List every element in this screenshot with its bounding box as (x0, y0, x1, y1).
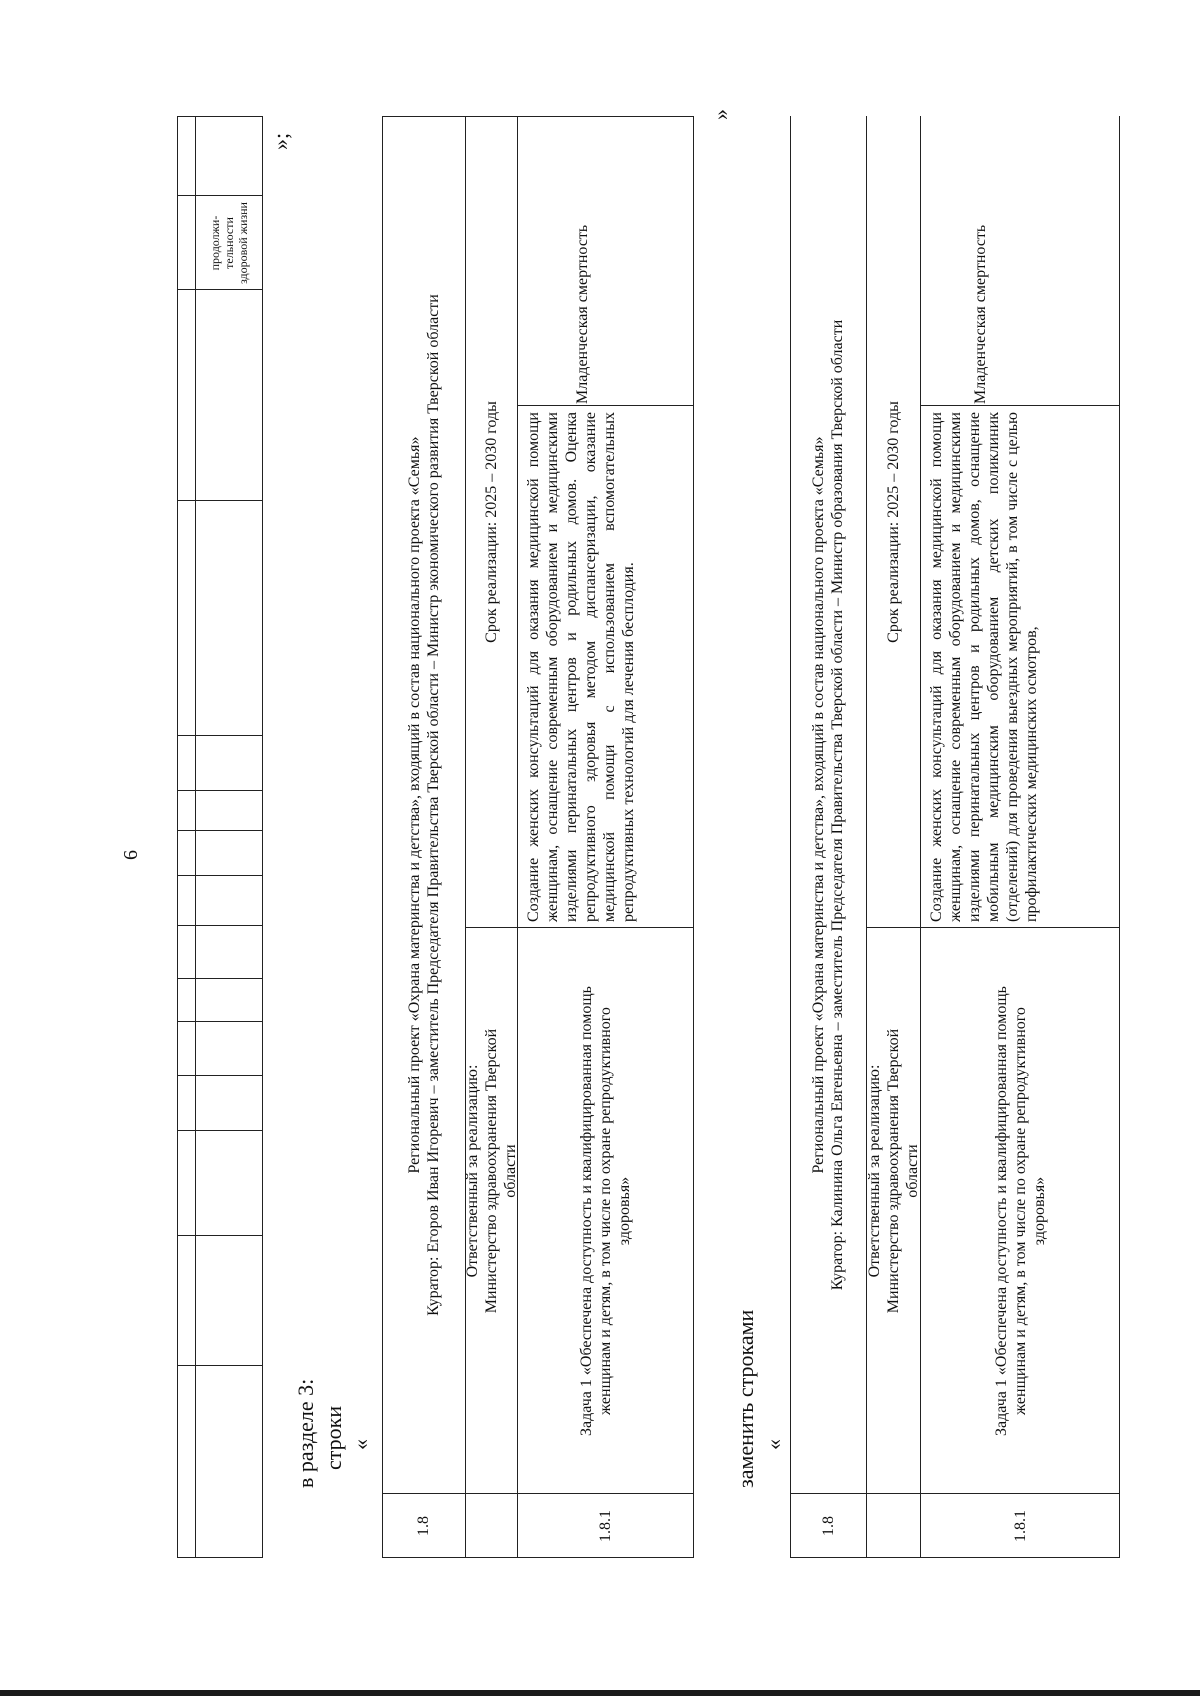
block2-description: Создание женских консультаций для оказания медицинской помощи женщинам, оснащение современным оборудованием и медицинскими изделиями перинатальных центров и родильных домов, оснащение мобильным медицинским оборудованием детских поликлиник (отделений) для проведения выездных мероприятий, в том числе с целью профилактических медицинских осмотров, (928, 412, 1040, 922)
closing-quote-semicolon: »; (268, 132, 293, 150)
section-title: в разделе 3: (293, 1378, 318, 1488)
block2-curator: Куратор: Калинина Ольга Евгеньевна – заместитель Председателя Правительства Тверской области – Министр образования Тверской области (829, 319, 846, 1291)
block1-description: Создание женских консультаций для оказания медицинской помощи женщинам, оснащение современным оборудованием и медицинскими изделиями перинатальных центров и родильных домов. Оценка репродуктивного здоровья методом диспансеризации, оказание медицинской помощи с использованием вспомогательных репродуктивных технологий для лечения бесплодия. (525, 412, 637, 922)
top-table-col-header: продолжи-тельности здоровой жизни (208, 202, 250, 284)
block2-project-title: Региональный проект «Охрана материнства и детства», входящий в состав национального проекта «Семья» (810, 436, 827, 1174)
block2-responsible: Ответственный за реализацию: Министерство здравоохранения Тверской области (865, 1028, 921, 1314)
block2-indicator: Младенческая смертность (971, 224, 989, 404)
replace-title: заменить строками (733, 1309, 758, 1488)
closing-quote-mid: » (708, 109, 733, 120)
block1-num: 1.8 (415, 1516, 432, 1536)
block1-task: Задача 1 «Обеспечена доступность и квалифицированная помощь женщинам и детям, в том числе по охране репродуктивного здоровья» (578, 986, 633, 1436)
scan-edge (0, 1690, 1200, 1696)
block1-indicator: Младенческая смертность (573, 224, 591, 404)
opening-quote-1: « (348, 1439, 373, 1450)
block2-task: Задача 1 «Обеспечена доступность и квалифицированная помощь женщинам и детям, в том числе по охране репродуктивного здоровья» (992, 986, 1048, 1436)
block2-sub-num: 1.8.1 (1011, 1510, 1029, 1542)
page-number: 6 (120, 850, 142, 860)
block1-project (382, 116, 465, 1494)
block1-term: Срок реализации: 2025 – 2030 годы (482, 401, 500, 643)
section-subtitle: строки (321, 1405, 346, 1470)
block1-responsible: Ответственный за реализацию: Министерство здравоохранения Тверской области (463, 1028, 519, 1314)
block2-term: Срок реализации: 2025 – 2030 годы (884, 401, 902, 643)
block2-num: 1.8 (819, 1516, 837, 1536)
top-stub-table (177, 116, 263, 1558)
block2-project (790, 116, 866, 1494)
block1-project-title: Региональный проект «Охрана материнства и детства», входящий в состав национального проекта «Семья» (405, 436, 423, 1174)
block1-curator: Куратор: Егоров Иван Игоревич – заместитель Председателя Правительства Тверской области – Министр экономического развития Тверской области (424, 294, 442, 1316)
block1-sub-num: 1.8.1 (597, 1510, 614, 1542)
opening-quote-2: « (761, 1439, 786, 1450)
